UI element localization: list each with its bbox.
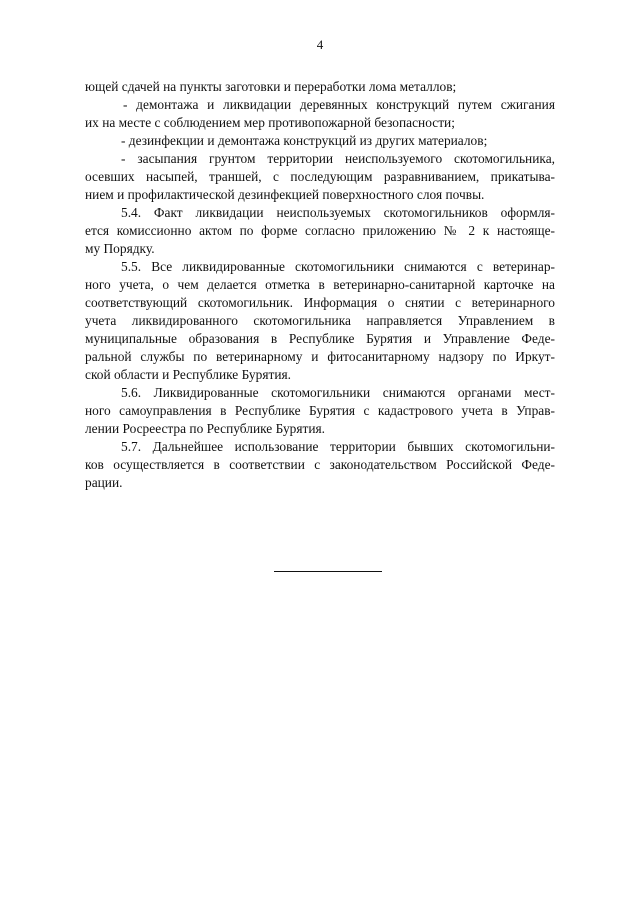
text-line: - дезинфекции и демонтажа конструкций из других материалов; [121,133,488,148]
text-line: - засыпания грунтом территории неиспользуемого скотомогильника, [121,151,555,166]
end-divider [274,571,382,572]
text-line: ного учета, о чем делается отметка в ветеринарно-санитарной карточке на [85,277,555,292]
text-line: учета ликвидированного скотомогильника направляется Управлением в [85,313,555,328]
text-line: нием и профилактической дезинфекцией поверхностного слоя почвы. [85,187,485,202]
text-line: 5.6. Ликвидированные скотомогильники снимаются органами мест- [121,385,555,400]
text-line: му Порядку. [85,241,155,256]
text-line: рации. [85,475,123,490]
text-line: ющей сдачей на пункты заготовки и переработки лома металлов; [85,79,457,94]
text-line: ской области и Республике Бурятия. [85,367,291,382]
text-line: 5.7. Дальнейшее использование территории бывших скотомогильни- [121,439,555,454]
text-line: ральной службы по ветеринарному и фитосанитарному надзору по Иркут- [85,349,555,364]
text-line: лении Росреестра по Республике Бурятия. [85,421,326,436]
text-line: 5.4. Факт ликвидации неиспользуемых скотомогильников оформля- [121,205,555,220]
text-line: их на месте с соблюдением мер противопожарной безопасности; [85,115,455,130]
text-line: ного самоуправления в Республике Бурятия с кадастрового учета в Управ- [85,403,555,418]
text-line: соответствующий скотомогильник. Информация о снятии с ветеринарного [85,295,555,310]
text-line: муниципальные образования в Республике Бурятия и Управление Федe- [85,331,555,346]
text-line: ется комиссионно актом по форме согласно приложению № 2 к настояще- [85,223,555,238]
text-line: - демонтажа и ликвидации деревянных конструкций путем сжигания [123,97,555,112]
text-line: ков осуществляется в соответствии с законодательством Российской Феде- [85,457,555,472]
page-number: 4 [316,37,324,52]
text-line: осевших насыпей, траншей, с последующим разравниванием, прикатыва- [85,169,555,184]
text-line: 5.5. Все ликвидированные скотомогильники снимаются с ветеринар- [121,259,555,274]
